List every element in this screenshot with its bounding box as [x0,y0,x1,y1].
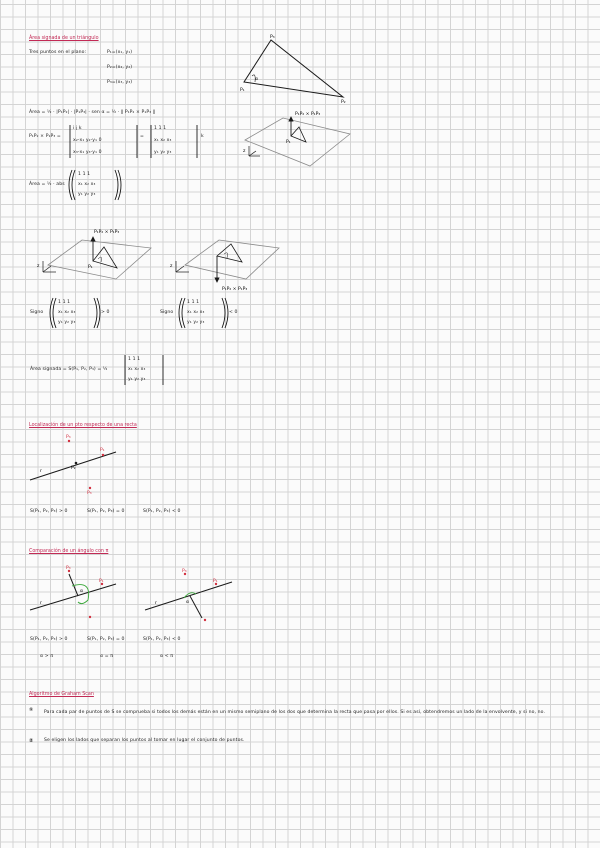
angle-diagram-right [145,568,232,621]
sign-pos-row1: 1 1 1 [58,300,71,305]
plane-diagram-top [243,111,350,166]
tri-label-p3: P₃ [270,35,275,40]
s2-label-p1: P₁ [100,448,105,453]
area-det-prefix: Área = ½ · abs [29,182,65,187]
s3-cond-pos: S(P₁, P₂, P₃) > 0 [30,637,68,642]
s3-angle-gt: α > π [40,654,54,659]
sign-pos-row3: y₁ y₂ y₃ [58,320,76,325]
tri-label-p1: P₁ [240,88,245,93]
plane-top-cross: P₁P₂ × P₁P₃ [295,112,321,117]
angle-diagram-left [30,565,116,618]
s3-right-label-p3: P₃ [182,569,187,574]
plane-top-axis-z: z [243,149,246,154]
s3-right-label-alpha: α [186,600,190,605]
signed-area-prefix: Área signada = S(P₁, P₂, P₃) = ½ [30,367,108,372]
plane-left-cross: P₁P₂ × P₁P₃ [94,230,120,235]
cross-rhs-row1: 1 1 1 [154,126,167,131]
s3-cond-zero: S(P₁, P₂, P₃) = 0 [87,637,125,642]
matrix-brackets [50,125,228,385]
step2-text: Se eligen los lados que separan los puntos al tomar en lugar el conjunto de puntos. [44,738,245,743]
s2-label-p3-top: P₃ [66,435,71,440]
s3-right-label-p1: P₁ [213,579,218,584]
sign-neg-suffix: < 0 [229,310,238,315]
s3-right-label-r: r [155,601,157,606]
s3-angle-eq: α = π [100,654,114,659]
step1-number: ① [29,707,34,713]
section2-title: Localización de un pto respecto de una recta [29,423,137,428]
area-det-row3: y₁ y₂ y₃ [78,192,96,197]
point-p3: P₃=(x₃, y₃) [107,80,133,85]
s2-cond-pos: S(P₁, P₂, P₃) > 0 [30,509,68,514]
s2-label-p3-bottom: P₃ [87,491,92,496]
s3-angle-lt: α < π [160,654,174,659]
s2-cond-neg: S(P₁, P₂, P₃) < 0 [143,509,181,514]
signed-area-row2: x₁ x₂ x₃ [128,367,146,372]
area-det-row2: x₁ x₂ x₃ [78,182,96,187]
area-formula: Área = ½ · |P₁P₂| · |P₁P₃| · sen α = ½ · ‖ P₁P₂ × P₁P₃ ‖ [29,110,156,115]
cross-rhs-k: k [201,134,204,139]
triangle-diagram [240,34,346,105]
points-intro: Tres puntos en el plano: [29,50,87,55]
point-p2: P₂=(x₂, y₂) [107,65,133,70]
signed-area-row3: y₁ y₂ y₃ [128,377,146,382]
sign-neg-row1: 1 1 1 [187,300,200,305]
step2-number: ② [29,738,34,744]
s3-left-label-r: r [40,601,42,606]
plane-diagram-left [37,229,151,279]
s3-left-label-alpha: α [80,589,84,594]
plane-top-p1: P₁ [286,140,291,145]
cross-matrix-row3: x₃-x₁ y₃-y₁ 0 [73,150,102,155]
plane-right-axis-z: z [170,264,173,269]
s3-left-label-p1: P₁ [99,579,104,584]
s2-cond-zero: S(P₁, P₂, P₃) = 0 [87,509,125,514]
point-p1: P₁=(x₁, y₁) [107,50,133,55]
tri-label-p2: P₂ [341,100,346,105]
cross-lhs: P₁P₂ × P₁P₃ = [29,134,61,139]
cross-rhs-row3: y₁ y₂ y₃ [154,150,172,155]
sign-pos-row2: x₁ x₂ x₃ [58,310,76,315]
s3-left-label-p3: P₃ [66,566,71,571]
sign-neg-row3: y₁ y₂ y₃ [187,320,205,325]
sign-neg-prefix: Signo [160,310,174,315]
step1-text: Para cada par de puntos de S se comprueba si todos los demás están en un mismo semiplano de los dos que determina la recta que pasa por ellos. Si es así, obtendremos un lado de la envolvente, y si no, no. [44,710,546,715]
line-location-diagram [30,434,116,496]
section4-title: Algoritmo de Graham Scan [29,692,94,697]
section3-title: Comparación de un ángulo con π [29,549,109,554]
plane-left-axis-z: z [37,264,40,269]
sign-pos-prefix: Signo [30,310,44,315]
plane-right-cross: P₁P₂ × P₁P₃ [222,287,248,292]
cross-matrix-row2: x₂-x₁ y₂-y₁ 0 [73,138,102,143]
section1-title: Área signada de un triángulo [29,36,99,41]
s3-cond-neg: S(P₁, P₂, P₃) < 0 [143,637,181,642]
area-det-row1: 1 1 1 [78,172,91,177]
s2-label-r: r [40,469,42,474]
tri-label-alpha: α [255,77,259,82]
sign-neg-row2: x₁ x₂ x₃ [187,310,205,315]
signed-area-row1: 1 1 1 [128,357,141,362]
plane-left-p1: P₁ [88,265,93,270]
equals-sign: = [140,134,144,139]
plane-diagram-right [170,240,279,292]
cross-rhs-row2: x₁ x₂ x₃ [154,138,172,143]
sign-pos-suffix: > 0 [101,310,110,315]
cross-matrix-row1: i j k [73,126,82,131]
s2-label-p2: P₂ [71,466,76,471]
